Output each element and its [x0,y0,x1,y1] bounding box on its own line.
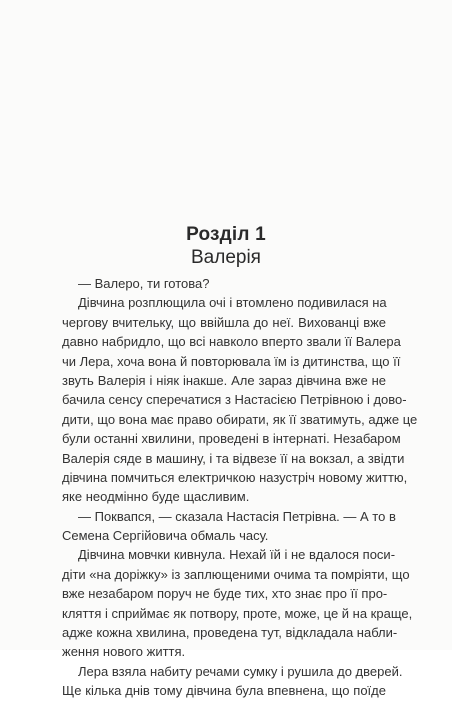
text-line: Валерія сяде в машину, і та відвезе її на вокзал, а звідти [62,450,405,466]
chapter-title: Валерія [191,247,261,268]
text-line: Дівчина розплющила очі і втомлено подивилася на [78,295,387,311]
text-line: Лера взяла набиту речами сумку і рушила до дверей. [78,663,403,679]
text-line: адже кожна хвилина, проведена тут, відкладала набли- [62,625,398,641]
text-line: дити, що вона має право обирати, як її зватимуть, адже це [62,411,418,427]
chapter-body-text [62,274,418,701]
text-line: діти «на доріжку» із заплющеними очима та помріяти, що [62,566,410,582]
text-line: Ще кілька днів тому дівчина була впевнена, що поїде [62,683,386,699]
text-line: ження нового життя. [62,644,186,660]
text-line: вже незабаром поруч не буде тих, хто знає про її про- [62,586,388,602]
text-line: Семена Сергійовича обмаль часу. [62,528,269,544]
text-line: чи Лера, хоча вона й повторювала їм із дитинства, що її [62,353,401,369]
text-line: чергову вчительку, що ввійшла до неї. Вихованці вже [62,314,386,330]
text-line: дівчина помчиться електричкою назустріч новому життю, [62,469,408,485]
text-line: — Поквапся, — сказала Настасія Петрівна. — А то в [78,508,396,524]
text-line: звуть Валерія і ніяк інакше. Але зараз дівчина вже не [62,372,386,388]
text-line: — Валеро, ти готова? [78,276,210,291]
chapter-number: Розділ 1 [186,224,266,245]
text-line: давно набридло, що всі навколо вперто звали її Валера [62,334,401,350]
text-line: бачила сенсу сперечатися з Настасією Петрівною і дово- [62,392,407,408]
text-line: яке неодмінно буде щасливим. [62,489,250,505]
text-line: Дівчина мовчки кивнула. Нехай їй і не вдалося поси- [78,547,396,563]
text-line: були останні хвилини, проведені в інтернаті. Незабаром [62,431,401,447]
text-line: кляття і сприймає як потвору, проте, може, це й на краще, [62,605,413,621]
